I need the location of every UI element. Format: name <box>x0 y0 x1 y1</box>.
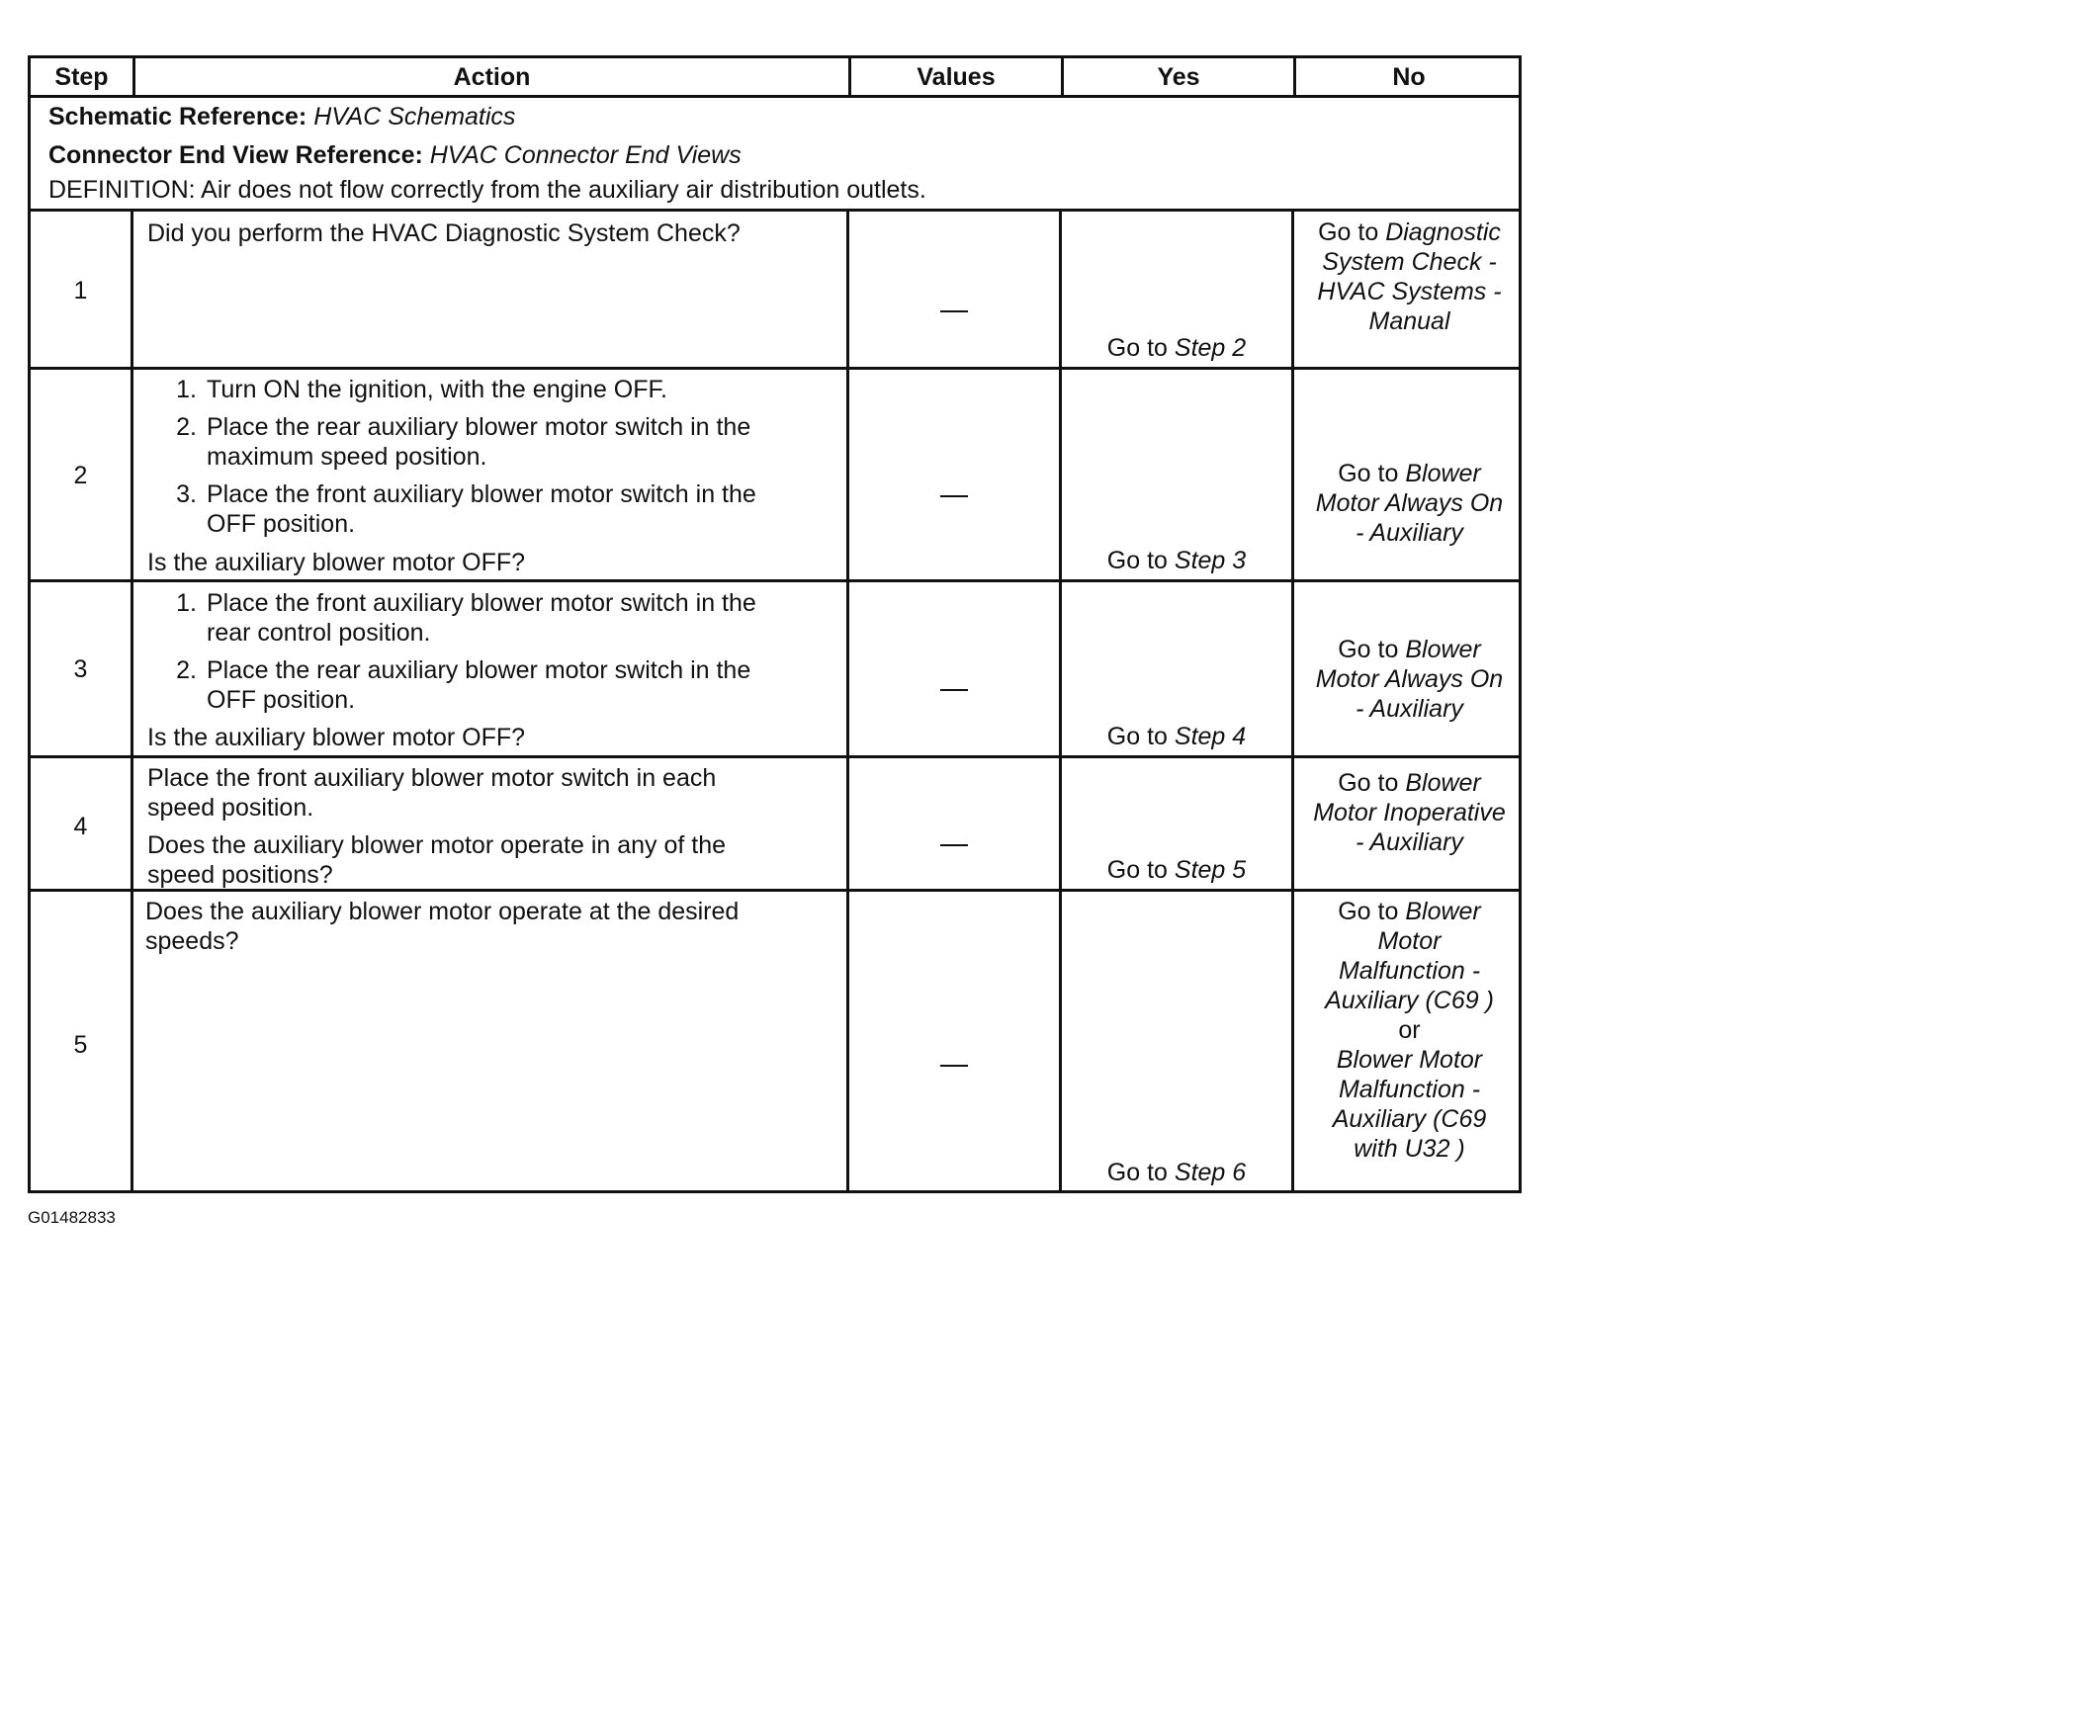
schematic-reference-label: Schematic Reference: <box>48 103 307 130</box>
no-link-line[interactable]: - Auxiliary <box>1356 519 1463 547</box>
no-link-line[interactable]: Motor Inoperative <box>1313 799 1506 826</box>
yes-step-link[interactable]: Step 5 <box>1174 856 1247 884</box>
no-link-line[interactable]: - Auxiliary <box>1356 828 1463 856</box>
action-steps <box>147 588 844 715</box>
no-link[interactable]: Blower <box>1405 636 1481 663</box>
definition: DEFINITION: Air does not flow correctly from the auxiliary air distribution outlets. <box>48 176 926 204</box>
yes-prefix: Go to <box>1106 547 1168 574</box>
action-cell <box>147 375 844 539</box>
step-number: 1 <box>73 277 88 304</box>
col-rule <box>131 209 133 1193</box>
no-link-line[interactable]: Manual <box>1368 307 1450 335</box>
yes-step-link[interactable]: Step 4 <box>1174 723 1247 750</box>
value-cell <box>849 654 1059 684</box>
yes-step-link[interactable]: Step 6 <box>1174 1159 1247 1186</box>
rule-row-1 <box>31 367 1519 370</box>
no-link[interactable]: Blower <box>1405 769 1481 797</box>
header-step: Step <box>54 63 109 91</box>
yes-cell <box>1062 855 1291 885</box>
connector-reference-label: Connector End View Reference: <box>48 141 423 169</box>
header-values: Values <box>917 63 996 91</box>
no-cell <box>1294 459 1525 548</box>
no-link[interactable]: Diagnostic <box>1385 218 1501 246</box>
value-cell <box>849 1030 1059 1060</box>
yes-prefix: Go to <box>1106 856 1168 884</box>
schematic-reference <box>48 100 515 133</box>
action-cell <box>145 897 842 956</box>
no-prefix: Go to <box>1338 769 1399 797</box>
action-question: speeds? <box>145 927 239 955</box>
no-prefix: Go to <box>1338 460 1399 487</box>
action-text: speed position. <box>147 794 314 822</box>
value-dash <box>940 689 968 691</box>
no-cell <box>1294 635 1525 724</box>
action-question: Is the auxiliary blower motor OFF? <box>147 724 526 751</box>
yes-prefix: Go to <box>1106 723 1168 750</box>
action-step: 2. Place the rear auxiliary blower motor switch in the OFF position. <box>176 656 751 714</box>
schematic-reference-link[interactable]: HVAC Schematics <box>313 103 516 130</box>
yes-cell <box>1062 722 1291 751</box>
no-cell <box>1294 217 1525 336</box>
yes-prefix: Go to <box>1106 334 1168 362</box>
value-dash <box>940 495 968 497</box>
action-step: 2. Place the rear auxiliary blower motor switch in the maximum speed position. <box>176 413 751 471</box>
value-cell <box>849 461 1059 490</box>
yes-cell <box>1062 1158 1291 1187</box>
rule-row-3 <box>31 755 1519 758</box>
action-text: Place the front auxiliary blower motor switch in each <box>147 764 717 792</box>
yes-prefix: Go to <box>1106 1159 1168 1186</box>
value-cell <box>849 810 1059 839</box>
diagnostic-table <box>28 55 1522 1193</box>
no-cell <box>1294 897 1525 1164</box>
value-dash <box>940 1065 968 1067</box>
header-action: Action <box>453 63 531 91</box>
header-no: No <box>1392 63 1426 91</box>
no-link-line[interactable]: Motor Always On <box>1315 665 1504 693</box>
connector-reference <box>48 138 742 172</box>
action-step: 3. Place the front auxiliary blower motor switch in the OFF position. <box>176 480 756 538</box>
no-link[interactable]: Blower <box>1405 460 1481 487</box>
no-link-line[interactable]: Motor <box>1377 927 1442 955</box>
no-link[interactable]: Blower <box>1405 898 1481 925</box>
figure-code: G01482833 <box>28 1208 116 1227</box>
no-link-line[interactable]: System Check - <box>1322 248 1497 276</box>
no-prefix: Go to <box>1318 218 1379 246</box>
no-prefix: Go to <box>1338 898 1399 925</box>
header-yes: Yes <box>1157 63 1200 91</box>
action-question: speed positions? <box>147 861 333 889</box>
no-link-line[interactable]: Malfunction - <box>1338 957 1481 985</box>
no-link-line[interactable]: Auxiliary (C69 <box>1332 1105 1487 1133</box>
yes-cell <box>1062 546 1291 575</box>
step-number: 4 <box>73 813 88 840</box>
action-question: Is the auxiliary blower motor OFF? <box>147 549 526 576</box>
action-cell <box>147 763 844 890</box>
action-question: Does the auxiliary blower motor operate at the desired <box>145 898 740 925</box>
rule-header <box>31 95 1519 98</box>
no-link-line[interactable]: - Auxiliary <box>1356 695 1463 723</box>
step-number: 2 <box>73 462 88 489</box>
yes-step-link[interactable]: Step 2 <box>1174 334 1247 362</box>
no-link-line[interactable]: Blower Motor <box>1336 1046 1483 1074</box>
action-question: Did you perform the HVAC Diagnostic System Check? <box>147 219 741 247</box>
rule-row-2 <box>31 579 1519 582</box>
yes-step-link[interactable]: Step 3 <box>1174 547 1247 574</box>
no-link-line[interactable]: Auxiliary (C69 ) <box>1325 987 1494 1014</box>
action-cell <box>147 588 844 715</box>
step-number: 3 <box>73 655 88 683</box>
connector-reference-link[interactable]: HVAC Connector End Views <box>429 141 742 169</box>
no-link-line[interactable]: Motor Always On <box>1315 489 1504 517</box>
action-steps <box>147 375 844 539</box>
rule-reference <box>31 209 1519 212</box>
value-dash <box>940 310 968 312</box>
no-link-line[interactable]: with U32 ) <box>1354 1135 1465 1163</box>
value-cell <box>849 276 1059 305</box>
no-cell <box>1294 768 1525 857</box>
no-or: or <box>1398 1016 1421 1044</box>
action-step: 1. Place the front auxiliary blower motor switch in the rear control position. <box>176 589 756 647</box>
action-step: 1. Turn ON the ignition, with the engine OFF. <box>176 376 667 403</box>
value-dash <box>940 844 968 846</box>
step-number: 5 <box>73 1031 88 1059</box>
no-prefix: Go to <box>1338 636 1399 663</box>
yes-cell <box>1062 333 1291 363</box>
no-link-line[interactable]: Malfunction - <box>1338 1076 1481 1103</box>
no-link-line[interactable]: HVAC Systems - <box>1317 278 1502 305</box>
action-question: Does the auxiliary blower motor operate in any of the <box>147 831 727 859</box>
